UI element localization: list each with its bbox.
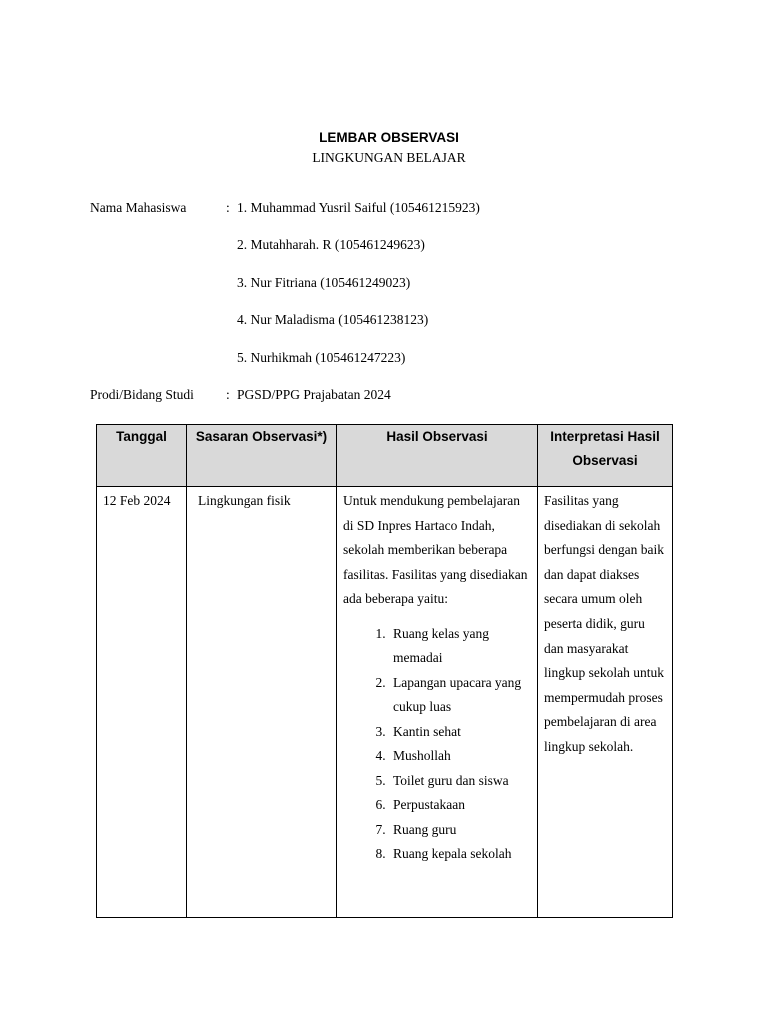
prodi-value: PGSD/PPG Prajabatan 2024 [237, 387, 391, 402]
document-title: LEMBAR OBSERVASI [319, 130, 459, 145]
student-1: 1. Muhammad Yusril Saiful (105461215923) [237, 200, 480, 215]
list-item: 5. Toilet guru dan siswa [389, 769, 531, 794]
student-4: 4. Nur Maladisma (105461238123) [237, 312, 429, 327]
header-sasaran: Sasaran Observasi*) [187, 425, 337, 487]
document-subtitle: LINGKUNGAN BELAJAR [312, 150, 466, 165]
list-item: 6. Perpustakaan [389, 793, 531, 818]
list-item: 1. Ruang kelas yang memadai [389, 622, 531, 671]
hasil-intro: Untuk mendukung pembelajaran di SD Inpres Hartaco Indah, sekolah memberikan beberapa fasilitas. Fasilitas yang disediakan ada beberapa yaitu: [343, 493, 528, 607]
prodi-colon: : [226, 387, 230, 402]
prodi-label: Prodi/Bidang Studi [90, 387, 194, 402]
header-interpretasi: Interpretasi Hasil Observasi [538, 425, 673, 487]
nama-label: Nama Mahasiswa [90, 200, 187, 215]
list-item: 3. Kantin sehat [389, 720, 531, 745]
list-item: 2. Lapangan upacara yang cukup luas [389, 671, 531, 720]
observation-table [96, 424, 673, 918]
student-3: 3. Nur Fitriana (105461249023) [237, 275, 411, 290]
list-item: 8. Ruang kepala sekolah [389, 842, 531, 867]
cell-hasil [337, 487, 538, 918]
facility-list [343, 622, 531, 867]
table-header-row [97, 425, 673, 487]
cell-sasaran: Lingkungan fisik [187, 487, 337, 918]
nama-colon: : [226, 200, 230, 215]
header-tanggal: Tanggal [97, 425, 187, 487]
list-item: 7. Ruang guru [389, 818, 531, 843]
cell-interpretasi: Fasilitas yang disediakan di sekolah berfungsi dengan baik dan dapat diakses secara umum oleh peserta didik, guru dan masyarakat lingkup sekolah untuk mempermudah proses pembelajaran di area lingkup sekolah. [538, 487, 673, 918]
list-item: 4. Mushollah [389, 744, 531, 769]
student-5: 5. Nurhikmah (105461247223) [237, 350, 406, 365]
student-2: 2. Mutahharah. R (105461249623) [237, 237, 425, 252]
table-row [97, 487, 673, 918]
header-hasil: Hasil Observasi [337, 425, 538, 487]
cell-tanggal: 12 Feb 2024 [97, 487, 187, 918]
